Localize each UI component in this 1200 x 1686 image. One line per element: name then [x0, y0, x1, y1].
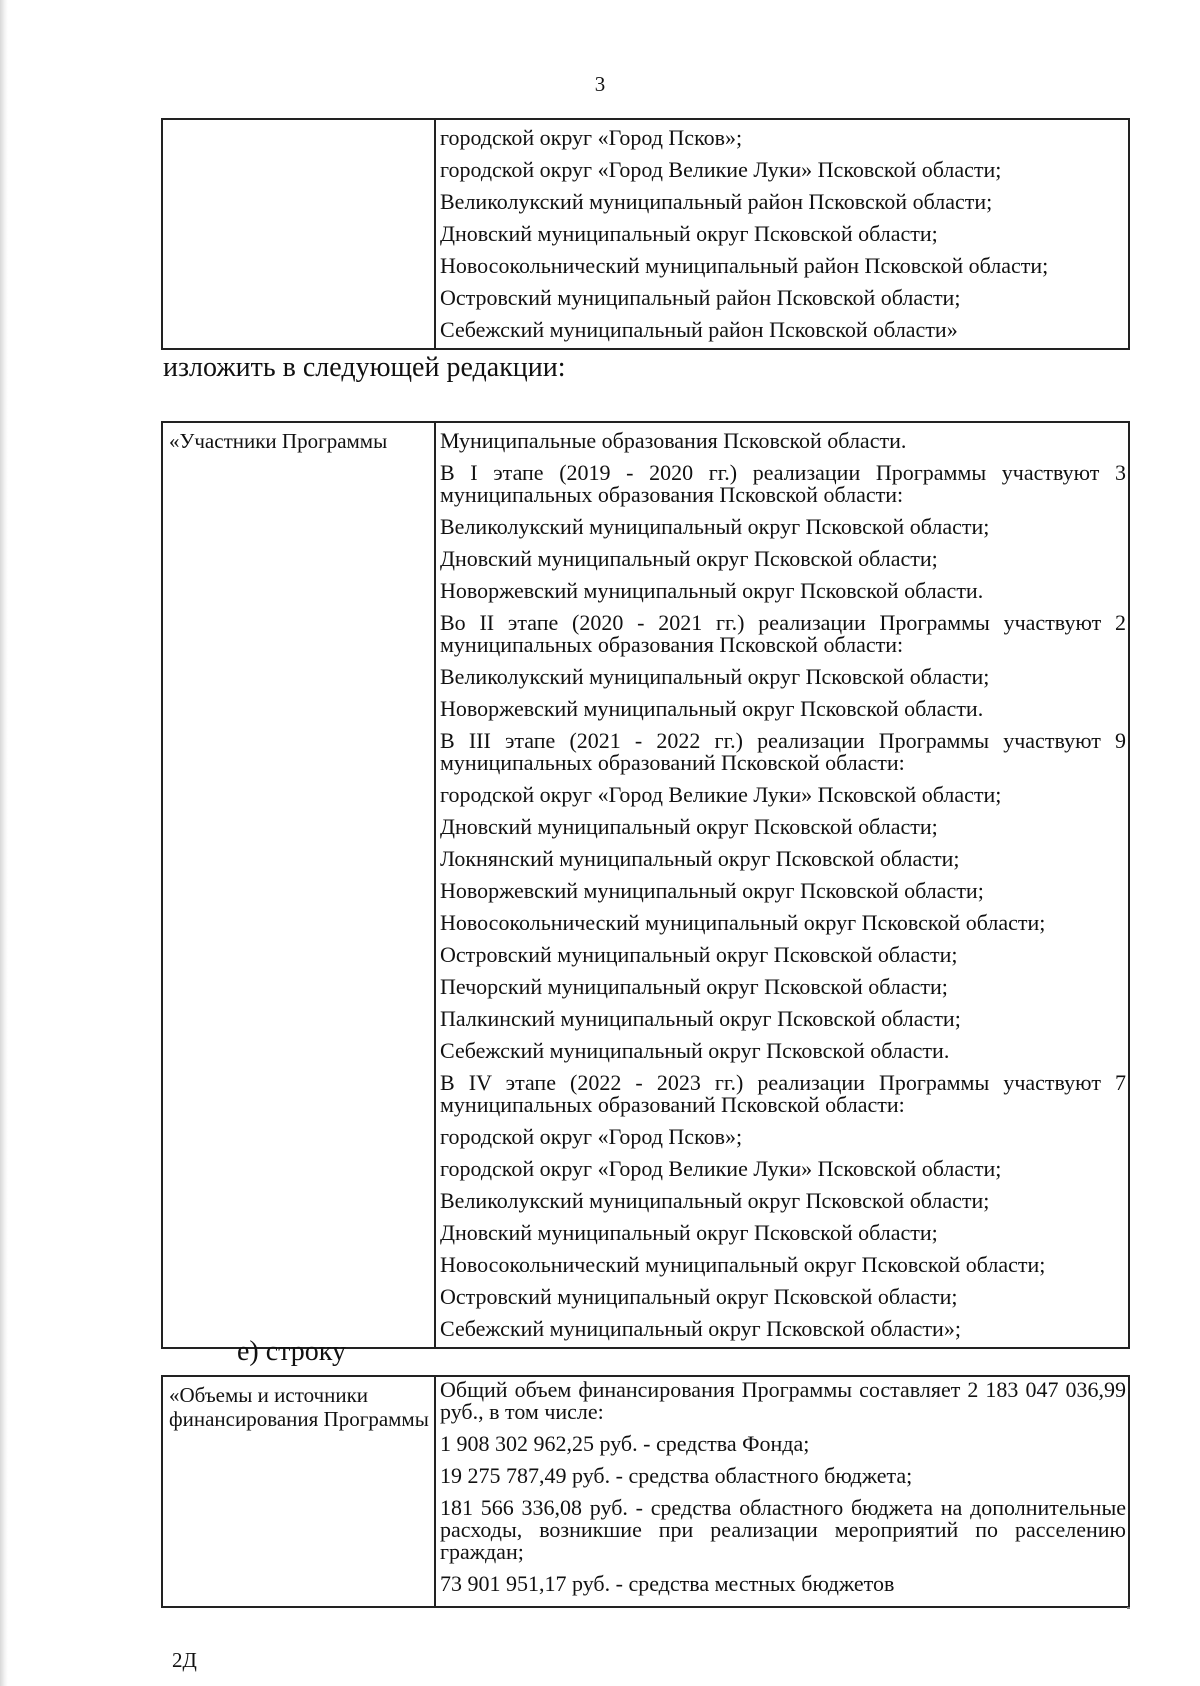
list-item: городской округ «Город Великие Луки» Псковской области;: [440, 157, 1002, 182]
list-item: Муниципальные образования Псковской области.: [440, 428, 907, 453]
instruction-text: изложить в следующей редакции:: [163, 352, 566, 383]
list-item: Дновский муниципальный округ Псковской области;: [440, 221, 938, 246]
list-item: Новосокольнический муниципальный округ Псковской области;: [440, 1252, 1046, 1277]
list-item: Себежский муниципальный район Псковской области»: [440, 317, 958, 342]
stage-paragraph: В I этапе (2019 - 2020 гг.) реализации Программы участвуют 3 муниципальных образования Псковской области:: [440, 460, 1126, 507]
scan-speck: [1127, 1607, 1130, 1609]
list-item: 1 908 302 962,25 руб. - средства Фонда;: [440, 1431, 810, 1456]
list-item: Островский муниципальный округ Псковской области;: [440, 1284, 958, 1309]
list-item: Себежский муниципальный округ Псковской области.: [440, 1038, 950, 1063]
table-program-financing: [161, 1375, 1130, 1608]
label-text: [163, 120, 434, 126]
list-item: Дновский муниципальный округ Псковской области;: [440, 1220, 938, 1245]
stage-paragraph: В IV этапе (2022 - 2023 гг.) реализации Программы участвуют 7 муниципальных образований Псковской области:: [440, 1070, 1126, 1117]
content-cell: [435, 422, 1129, 1348]
subheading-text: е) строку: [237, 1336, 346, 1367]
list-item: городской округ «Город Псков»;: [440, 1124, 743, 1149]
scan-edge: [0, 0, 8, 1686]
label-text: «Участники Программы: [169, 429, 388, 453]
table-row: [162, 1376, 1129, 1607]
label-cell: [162, 422, 435, 1348]
list-item: городской округ «Город Великие Луки» Псковской области;: [440, 782, 1002, 807]
footer-code: 2Д: [172, 1648, 197, 1672]
list-item: Дновский муниципальный округ Псковской области;: [440, 546, 938, 571]
label-cell: [162, 119, 435, 349]
financing-paragraph: Общий объем финансирования Программы составляет 2 183 047 036,99 руб., в том числе:: [440, 1377, 1126, 1424]
list-item: Новоржевский муниципальный округ Псковской области.: [440, 696, 984, 721]
list-item: 73 901 951,17 руб. - средства местных бюджетов: [440, 1571, 895, 1596]
list-item: Новосокольнический муниципальный район Псковской области;: [440, 253, 1049, 278]
label-text: «Объемы и источники финансирования Программы: [169, 1383, 429, 1431]
list-item: Себежский муниципальный округ Псковской области»;: [440, 1316, 961, 1341]
list-item: Великолукский муниципальный округ Псковской области;: [440, 664, 990, 689]
list-item: городской округ «Город Псков»;: [440, 125, 743, 150]
content-cell: [435, 1376, 1129, 1607]
list-item: Островский муниципальный округ Псковской области;: [440, 942, 958, 967]
table-program-participants: [161, 421, 1130, 1349]
list-item: Великолукский муниципальный округ Псковской области;: [440, 1188, 990, 1213]
list-item: Новоржевский муниципальный округ Псковской области;: [440, 878, 984, 903]
list-item: Новоржевский муниципальный округ Псковской области.: [440, 578, 984, 603]
page-number: 3: [594, 72, 606, 96]
label-cell: [162, 1376, 435, 1607]
stage-paragraph: В III этапе (2021 - 2022 гг.) реализации Программы участвуют 9 муниципальных образований Псковской области:: [440, 728, 1126, 775]
list-item: городской округ «Город Великие Луки» Псковской области;: [440, 1156, 1002, 1181]
list-item: Палкинский муниципальный округ Псковской области;: [440, 1006, 961, 1031]
content-cell: [435, 119, 1129, 349]
table-row: [162, 422, 1129, 1348]
stage-paragraph: Во II этапе (2020 - 2021 гг.) реализации Программы участвуют 2 муниципальных образования Псковской области:: [440, 610, 1126, 657]
list-item: Дновский муниципальный округ Псковской области;: [440, 814, 938, 839]
list-item: 19 275 787,49 руб. - средства областного бюджета;: [440, 1463, 913, 1488]
list-item: Великолукский муниципальный округ Псковской области;: [440, 514, 990, 539]
table-previous-participants: [161, 118, 1130, 350]
list-item: Великолукский муниципальный район Псковской области;: [440, 189, 993, 214]
list-item: Островский муниципальный район Псковской области;: [440, 285, 961, 310]
table-row: [162, 119, 1129, 349]
list-item: Новосокольнический муниципальный округ Псковской области;: [440, 910, 1046, 935]
list-item: Локнянский муниципальный округ Псковской области;: [440, 846, 960, 871]
financing-paragraph: 181 566 336,08 руб. - средства областного бюджета на дополнительные расходы, возникшие при реализации мероприятий по расселению граждан;: [440, 1495, 1126, 1564]
list-item: Печорский муниципальный округ Псковской области;: [440, 974, 948, 999]
